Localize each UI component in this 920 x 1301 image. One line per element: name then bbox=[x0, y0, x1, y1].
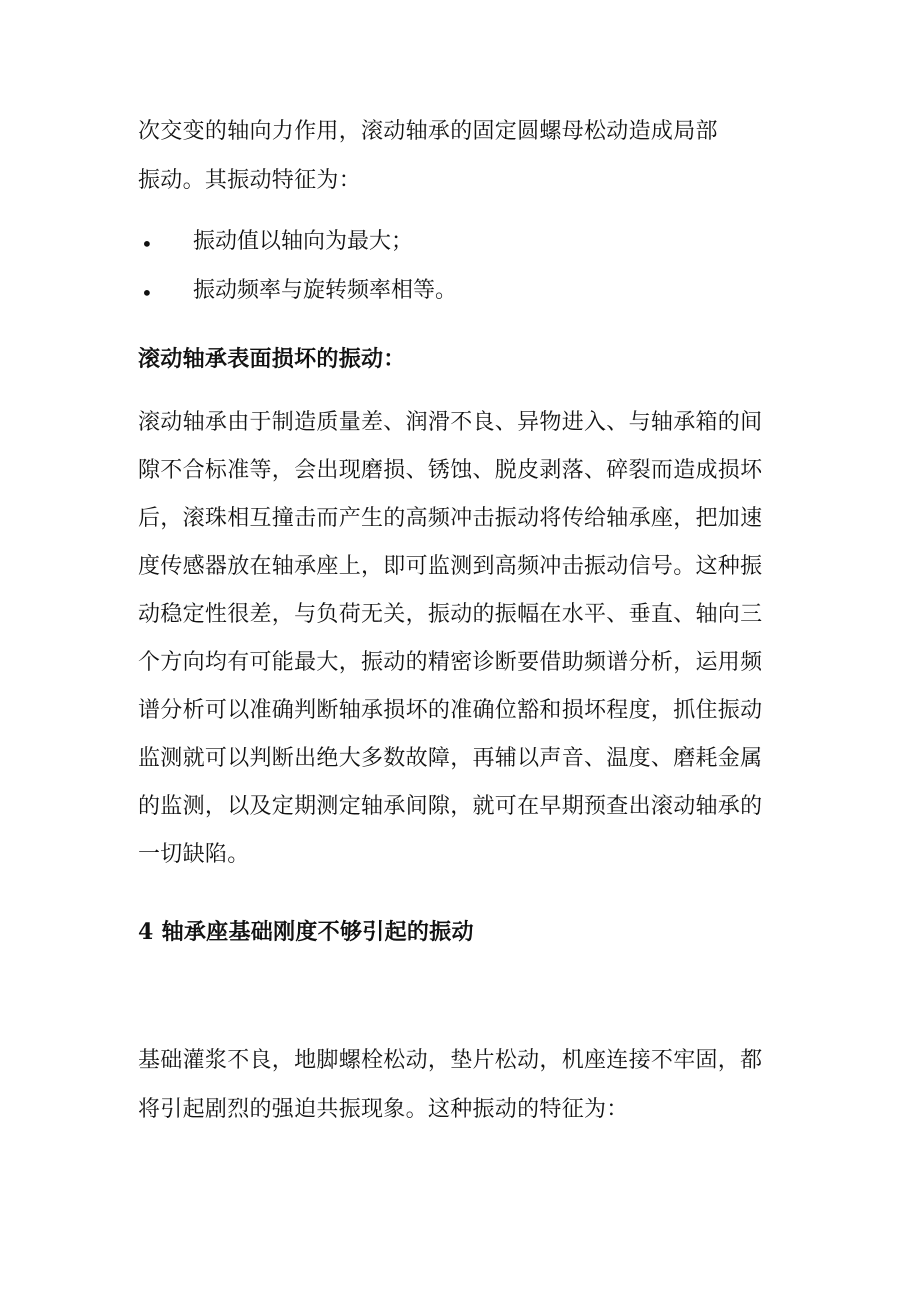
paragraph-line: 监测就可以判断出绝大多数故障，再辅以声音、温度、磨耗金属 bbox=[138, 746, 763, 771]
bullet-item: 振动频率与旋转频率相等。 bbox=[193, 278, 458, 303]
paragraph-line: 基础灌浆不良，地脚螺栓松动，垫片松动，机座连接不牢固，都 bbox=[138, 1048, 763, 1073]
bullet-item: 振动值以轴向为最大； bbox=[193, 229, 414, 254]
intro-line: 振动。其振动特征为： bbox=[138, 168, 362, 193]
paragraph-line: 将引起剧烈的强迫共振现象。这种振动的特征为： bbox=[138, 1097, 629, 1122]
paragraph-line: 后，滚珠相互撞击而产生的高频冲击振动将传给轴承座，把加速 bbox=[138, 506, 763, 531]
paragraph-line: 滚动轴承由于制造质量差、润滑不良、异物进入、与轴承箱的间 bbox=[138, 410, 763, 435]
paragraph-line: 隙不合标准等，会出现磨损、锈蚀、脱皮剥落、碎裂而造成损坏 bbox=[138, 458, 763, 483]
bullet-marker: • bbox=[141, 232, 153, 256]
paragraph-line: 度传感器放在轴承座上，即可监测到高频冲击振动信号。这种振 bbox=[138, 554, 763, 579]
bullet-marker: • bbox=[141, 281, 153, 305]
paragraph-line: 一切缺陷。 bbox=[138, 842, 250, 867]
intro-line: 次交变的轴向力作用，滚动轴承的固定圆螺母松动造成局部 bbox=[138, 119, 718, 144]
section-heading: 4 轴承座基础刚度不够引起的振动 bbox=[138, 919, 474, 945]
section-heading: 滚动轴承表面损坏的振动： bbox=[138, 346, 406, 372]
paragraph-line: 的监测，以及定期测定轴承间隙，就可在早期预查出滚动轴承的 bbox=[138, 794, 763, 819]
paragraph-line: 动稳定性很差，与负荷无关，振动的振幅在水平、垂直、轴向三 bbox=[138, 602, 763, 627]
paragraph-line: 谱分析可以准确判断轴承损坏的准确位豁和损坏程度，抓住振动 bbox=[138, 698, 763, 723]
paragraph-line: 个方向均有可能最大，振动的精密诊断要借助频谱分析，运用频 bbox=[138, 650, 763, 675]
